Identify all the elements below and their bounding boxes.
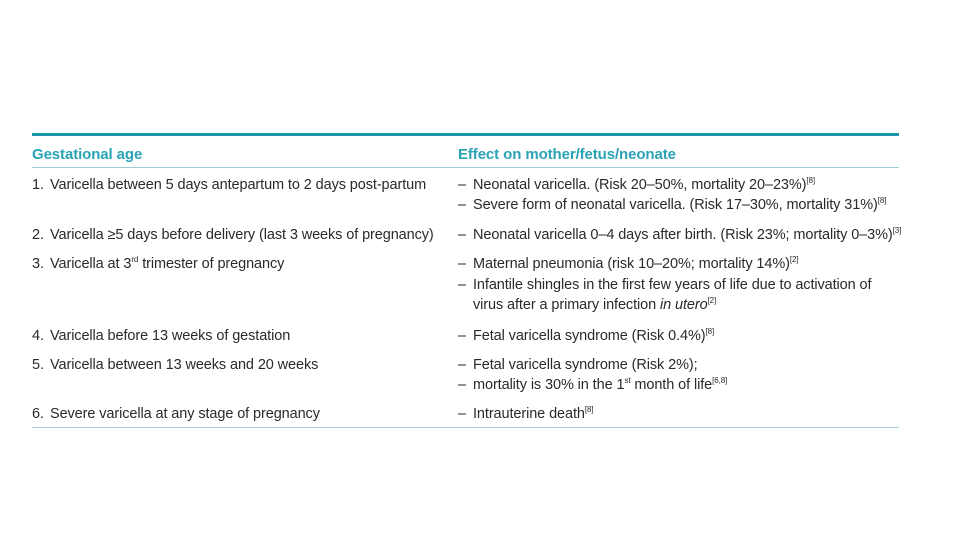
dash: – <box>458 227 466 243</box>
table-row-1-effect-2 <box>458 197 886 213</box>
reference: [8] <box>584 405 594 414</box>
dash: – <box>458 177 466 193</box>
effect-text: Severe form of neonatal varicella. (Risk 17–30%, mortality 31%) <box>473 197 878 213</box>
dash: – <box>458 377 466 393</box>
row-number: 2. <box>32 227 44 243</box>
gestation-text: Varicella before 13 weeks of gestation <box>50 328 291 344</box>
gestation-text-post: trimester of pregnancy <box>138 256 285 272</box>
row-number: 4. <box>32 328 44 344</box>
dash: – <box>458 328 466 344</box>
gestation-text: Varicella between 5 days antepartum to 2 days post-partum <box>50 177 427 193</box>
reference: [8] <box>705 327 715 336</box>
effect-text: Maternal pneumonia (risk 10–20%; mortality 14%) <box>473 256 790 272</box>
varicella-table <box>32 133 902 428</box>
reference: [2] <box>789 255 799 264</box>
row-number: 1. <box>32 177 44 193</box>
table-row-3-effect-1 <box>458 256 798 272</box>
table-row-2-effect-1 <box>458 227 901 243</box>
table-row-3-gestation <box>32 256 284 272</box>
superscript: rd <box>131 255 139 265</box>
header-gestational-age: Gestational age <box>32 146 143 163</box>
table-row-5-effect-1 <box>458 357 698 373</box>
header-effect: Effect on mother/fetus/neonate <box>458 146 676 163</box>
reference: [8] <box>877 196 887 205</box>
gestation-text: Varicella ≥5 days before delivery (last 3 weeks of pregnancy) <box>50 227 434 243</box>
reference: [2] <box>707 296 717 305</box>
table-row-3-effect-2-continued <box>473 297 716 313</box>
dash: – <box>458 197 466 213</box>
effect-text: Intrauterine death <box>473 406 585 422</box>
reference: [3] <box>892 226 902 235</box>
gestation-text: Severe varicella at any stage of pregnancy <box>50 406 320 422</box>
effect-text: Fetal varicella syndrome (Risk 2%); <box>473 357 698 373</box>
effect-italic: in utero <box>659 297 708 313</box>
effect-text: virus after a primary infection <box>473 297 660 313</box>
effect-text: Neonatal varicella. (Risk 20–50%, mortality 20–23%) <box>473 177 807 193</box>
table-row-5-gestation <box>32 357 318 373</box>
table-row-2-gestation <box>32 227 434 243</box>
effect-text: Fetal varicella syndrome (Risk 0.4%) <box>473 328 706 344</box>
table-row-1-gestation <box>32 177 426 193</box>
dash: – <box>458 357 466 373</box>
row-number: 6. <box>32 406 44 422</box>
superscript: st <box>624 376 631 386</box>
row-number: 3. <box>32 256 44 272</box>
table-row-1-effect-1 <box>458 177 815 193</box>
effect-text-post: month of life <box>630 377 713 393</box>
table-bottom-rule <box>32 427 899 428</box>
effect-text-pre: mortality is 30% in the 1 <box>473 377 625 393</box>
table-top-rule <box>32 133 899 136</box>
effect-text: Neonatal varicella 0–4 days after birth. (Risk 23%; mortality 0–3%) <box>473 227 893 243</box>
dash: – <box>458 256 466 272</box>
reference: [6,8] <box>712 376 728 385</box>
table-row-4-gestation <box>32 328 290 344</box>
dash: – <box>458 406 466 422</box>
effect-text: Infantile shingles in the first few years of life due to activation of <box>473 277 872 293</box>
reference: [8] <box>806 176 816 185</box>
dash: – <box>458 277 466 293</box>
table-row-6-gestation <box>32 406 320 422</box>
row-number: 5. <box>32 357 44 373</box>
table-row-3-effect-2 <box>458 277 871 293</box>
header-rule <box>32 167 899 168</box>
gestation-text-pre: Varicella at 3 <box>50 256 132 272</box>
gestation-text: Varicella between 13 weeks and 20 weeks <box>50 357 319 373</box>
table-row-5-effect-2 <box>458 377 727 393</box>
table-row-4-effect-1 <box>458 328 714 344</box>
table-row-6-effect-1 <box>458 406 593 422</box>
